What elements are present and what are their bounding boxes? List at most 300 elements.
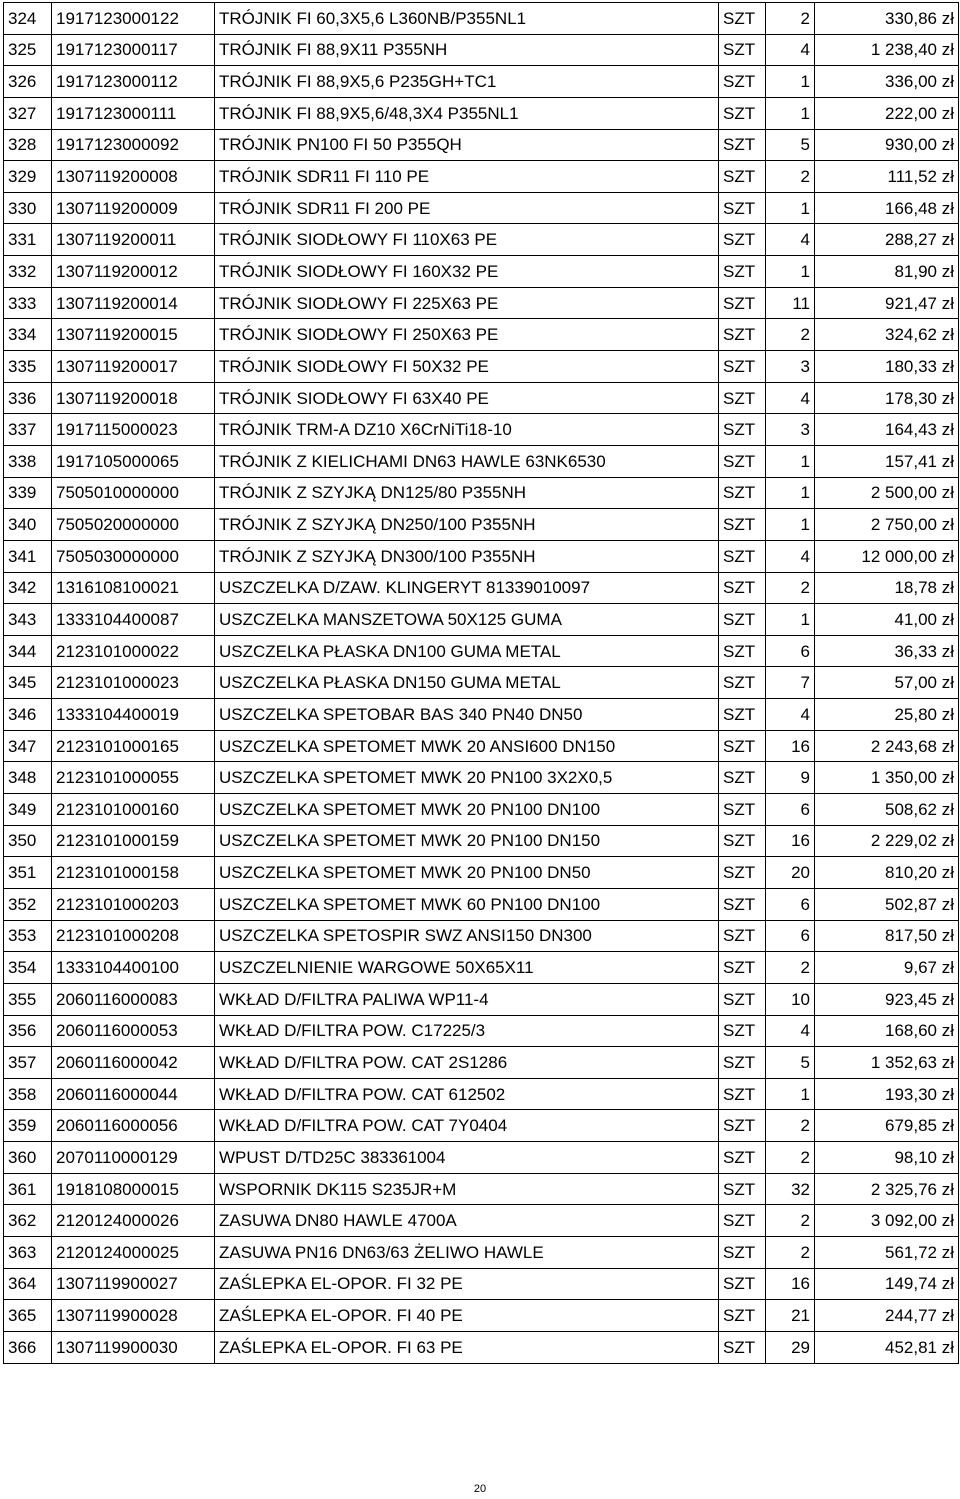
item-code-cell: 2120124000025 <box>52 1236 215 1268</box>
item-code-cell: 1307119200014 <box>52 287 215 319</box>
item-code-cell: 1918108000015 <box>52 1173 215 1205</box>
item-code-cell: 2120124000026 <box>52 1205 215 1237</box>
unit-cell: SZT <box>719 952 766 984</box>
quantity-cell: 20 <box>766 857 815 889</box>
value-cell: 57,00 zł <box>815 667 959 699</box>
item-name-cell: TRÓJNIK SDR11 FI 200 PE <box>215 192 719 224</box>
quantity-cell: 6 <box>766 635 815 667</box>
quantity-cell: 1 <box>766 509 815 541</box>
item-name-cell: USZCZELKA SPETOMET MWK 20 PN100 DN150 <box>215 825 719 857</box>
value-cell: 452,81 zł <box>815 1331 959 1363</box>
unit-cell: SZT <box>719 3 766 35</box>
value-cell: 1 350,00 zł <box>815 762 959 794</box>
unit-cell: SZT <box>719 825 766 857</box>
value-cell: 2 243,68 zł <box>815 730 959 762</box>
item-code-cell: 1307119200018 <box>52 382 215 414</box>
item-code-cell: 1917123000111 <box>52 97 215 129</box>
item-name-cell: WKŁAD D/FILTRA POW. CAT 612502 <box>215 1078 719 1110</box>
unit-cell: SZT <box>719 224 766 256</box>
row-number-cell: 324 <box>4 3 52 35</box>
item-name-cell: USZCZELKA MANSZETOWA 50X125 GUMA <box>215 604 719 636</box>
quantity-cell: 1 <box>766 256 815 288</box>
table-row <box>4 635 959 667</box>
item-code-cell: 2123101000203 <box>52 888 215 920</box>
unit-cell: SZT <box>719 794 766 826</box>
item-name-cell: TRÓJNIK SIODŁOWY FI 50X32 PE <box>215 351 719 383</box>
table-row <box>4 192 959 224</box>
row-number-cell: 349 <box>4 794 52 826</box>
table-row <box>4 1078 959 1110</box>
value-cell: 330,86 zł <box>815 3 959 35</box>
unit-cell: SZT <box>719 509 766 541</box>
item-name-cell: WKŁAD D/FILTRA POW. C17225/3 <box>215 1015 719 1047</box>
row-number-cell: 358 <box>4 1078 52 1110</box>
quantity-cell: 4 <box>766 540 815 572</box>
value-cell: 157,41 zł <box>815 445 959 477</box>
value-cell: 168,60 zł <box>815 1015 959 1047</box>
table-row <box>4 414 959 446</box>
row-number-cell: 345 <box>4 667 52 699</box>
table-row <box>4 445 959 477</box>
value-cell: 324,62 zł <box>815 319 959 351</box>
item-name-cell: USZCZELKA SPETOSPIR SWZ ANSI150 DN300 <box>215 920 719 952</box>
row-number-cell: 334 <box>4 319 52 351</box>
quantity-cell: 2 <box>766 319 815 351</box>
value-cell: 561,72 zł <box>815 1236 959 1268</box>
table-row <box>4 1205 959 1237</box>
unit-cell: SZT <box>719 635 766 667</box>
value-cell: 178,30 zł <box>815 382 959 414</box>
item-code-cell: 1307119200008 <box>52 161 215 193</box>
item-name-cell: TRÓJNIK SIODŁOWY FI 110X63 PE <box>215 224 719 256</box>
row-number-cell: 354 <box>4 952 52 984</box>
table-row <box>4 667 959 699</box>
quantity-cell: 2 <box>766 1142 815 1174</box>
inventory-table <box>3 2 959 1364</box>
item-code-cell: 1307119900030 <box>52 1331 215 1363</box>
quantity-cell: 16 <box>766 730 815 762</box>
item-code-cell: 7505030000000 <box>52 540 215 572</box>
table-row <box>4 1268 959 1300</box>
item-name-cell: TRÓJNIK Z KIELICHAMI DN63 HAWLE 63NK6530 <box>215 445 719 477</box>
value-cell: 930,00 zł <box>815 129 959 161</box>
unit-cell: SZT <box>719 667 766 699</box>
unit-cell: SZT <box>719 1205 766 1237</box>
table-row <box>4 1300 959 1332</box>
item-code-cell: 1307119900028 <box>52 1300 215 1332</box>
item-code-cell: 2060116000056 <box>52 1110 215 1142</box>
row-number-cell: 355 <box>4 983 52 1015</box>
unit-cell: SZT <box>719 256 766 288</box>
inventory-table-body <box>4 3 959 1364</box>
value-cell: 149,74 zł <box>815 1268 959 1300</box>
item-name-cell: WKŁAD D/FILTRA POW. CAT 2S1286 <box>215 1047 719 1079</box>
quantity-cell: 6 <box>766 888 815 920</box>
unit-cell: SZT <box>719 572 766 604</box>
value-cell: 36,33 zł <box>815 635 959 667</box>
unit-cell: SZT <box>719 1047 766 1079</box>
table-row <box>4 477 959 509</box>
table-row <box>4 1142 959 1174</box>
value-cell: 502,87 zł <box>815 888 959 920</box>
item-name-cell: TRÓJNIK FI 88,9X11 P355NH <box>215 34 719 66</box>
row-number-cell: 326 <box>4 66 52 98</box>
row-number-cell: 328 <box>4 129 52 161</box>
item-name-cell: USZCZELKA D/ZAW. KLINGERYT 81339010097 <box>215 572 719 604</box>
row-number-cell: 353 <box>4 920 52 952</box>
quantity-cell: 1 <box>766 445 815 477</box>
quantity-cell: 16 <box>766 1268 815 1300</box>
table-row <box>4 1015 959 1047</box>
row-number-cell: 350 <box>4 825 52 857</box>
unit-cell: SZT <box>719 129 766 161</box>
item-name-cell: USZCZELKA SPETOMET MWK 20 PN100 3X2X0,5 <box>215 762 719 794</box>
row-number-cell: 364 <box>4 1268 52 1300</box>
item-name-cell: USZCZELKA SPETOBAR BAS 340 PN40 DN50 <box>215 699 719 731</box>
row-number-cell: 330 <box>4 192 52 224</box>
row-number-cell: 331 <box>4 224 52 256</box>
unit-cell: SZT <box>719 1110 766 1142</box>
unit-cell: SZT <box>719 1236 766 1268</box>
row-number-cell: 356 <box>4 1015 52 1047</box>
quantity-cell: 3 <box>766 351 815 383</box>
item-name-cell: ZAŚLEPKA EL-OPOR. FI 40 PE <box>215 1300 719 1332</box>
unit-cell: SZT <box>719 414 766 446</box>
value-cell: 2 229,02 zł <box>815 825 959 857</box>
unit-cell: SZT <box>719 762 766 794</box>
value-cell: 244,77 zł <box>815 1300 959 1332</box>
quantity-cell: 2 <box>766 1205 815 1237</box>
value-cell: 180,33 zł <box>815 351 959 383</box>
item-name-cell: ZAŚLEPKA EL-OPOR. FI 32 PE <box>215 1268 719 1300</box>
item-name-cell: USZCZELKA SPETOMET MWK 20 PN100 DN100 <box>215 794 719 826</box>
row-number-cell: 348 <box>4 762 52 794</box>
page-number: 20 <box>473 1483 487 1495</box>
value-cell: 921,47 zł <box>815 287 959 319</box>
item-name-cell: WPUST D/TD25C 383361004 <box>215 1142 719 1174</box>
row-number-cell: 352 <box>4 888 52 920</box>
unit-cell: SZT <box>719 97 766 129</box>
table-row <box>4 509 959 541</box>
unit-cell: SZT <box>719 1173 766 1205</box>
row-number-cell: 344 <box>4 635 52 667</box>
table-row <box>4 730 959 762</box>
item-code-cell: 2123101000023 <box>52 667 215 699</box>
row-number-cell: 339 <box>4 477 52 509</box>
item-name-cell: WSPORNIK DK115 S235JR+M <box>215 1173 719 1205</box>
table-row <box>4 224 959 256</box>
item-code-cell: 1307119200009 <box>52 192 215 224</box>
item-code-cell: 2123101000158 <box>52 857 215 889</box>
unit-cell: SZT <box>719 1142 766 1174</box>
quantity-cell: 4 <box>766 224 815 256</box>
table-row <box>4 1236 959 1268</box>
row-number-cell: 340 <box>4 509 52 541</box>
row-number-cell: 357 <box>4 1047 52 1079</box>
value-cell: 1 352,63 zł <box>815 1047 959 1079</box>
table-row <box>4 351 959 383</box>
quantity-cell: 6 <box>766 794 815 826</box>
quantity-cell: 4 <box>766 34 815 66</box>
item-name-cell: TRÓJNIK TRM-A DZ10 X6CrNiTi18-10 <box>215 414 719 446</box>
row-number-cell: 343 <box>4 604 52 636</box>
value-cell: 166,48 zł <box>815 192 959 224</box>
value-cell: 18,78 zł <box>815 572 959 604</box>
quantity-cell: 2 <box>766 952 815 984</box>
row-number-cell: 338 <box>4 445 52 477</box>
item-name-cell: TRÓJNIK SIODŁOWY FI 250X63 PE <box>215 319 719 351</box>
row-number-cell: 342 <box>4 572 52 604</box>
item-code-cell: 7505020000000 <box>52 509 215 541</box>
unit-cell: SZT <box>719 730 766 762</box>
value-cell: 98,10 zł <box>815 1142 959 1174</box>
item-name-cell: USZCZELKA SPETOMET MWK 20 PN100 DN50 <box>215 857 719 889</box>
quantity-cell: 10 <box>766 983 815 1015</box>
table-row <box>4 857 959 889</box>
quantity-cell: 1 <box>766 66 815 98</box>
row-number-cell: 332 <box>4 256 52 288</box>
item-code-cell: 2123101000208 <box>52 920 215 952</box>
row-number-cell: 341 <box>4 540 52 572</box>
table-row <box>4 129 959 161</box>
item-code-cell: 1917123000122 <box>52 3 215 35</box>
item-name-cell: USZCZELKA PŁASKA DN150 GUMA METAL <box>215 667 719 699</box>
item-name-cell: USZCZELKA SPETOMET MWK 60 PN100 DN100 <box>215 888 719 920</box>
table-row <box>4 1173 959 1205</box>
quantity-cell: 11 <box>766 287 815 319</box>
value-cell: 193,30 zł <box>815 1078 959 1110</box>
quantity-cell: 2 <box>766 1110 815 1142</box>
value-cell: 111,52 zł <box>815 161 959 193</box>
table-row <box>4 604 959 636</box>
item-code-cell: 2060116000044 <box>52 1078 215 1110</box>
item-name-cell: ZASUWA PN16 DN63/63 ŻELIWO HAWLE <box>215 1236 719 1268</box>
unit-cell: SZT <box>719 287 766 319</box>
row-number-cell: 362 <box>4 1205 52 1237</box>
unit-cell: SZT <box>719 319 766 351</box>
quantity-cell: 16 <box>766 825 815 857</box>
value-cell: 508,62 zł <box>815 794 959 826</box>
row-number-cell: 337 <box>4 414 52 446</box>
row-number-cell: 363 <box>4 1236 52 1268</box>
item-code-cell: 1316108100021 <box>52 572 215 604</box>
value-cell: 2 325,76 zł <box>815 1173 959 1205</box>
value-cell: 817,50 zł <box>815 920 959 952</box>
row-number-cell: 361 <box>4 1173 52 1205</box>
item-name-cell: USZCZELKA SPETOMET MWK 20 ANSI600 DN150 <box>215 730 719 762</box>
table-row <box>4 762 959 794</box>
unit-cell: SZT <box>719 1078 766 1110</box>
value-cell: 810,20 zł <box>815 857 959 889</box>
table-row <box>4 3 959 35</box>
table-row <box>4 161 959 193</box>
item-code-cell: 1917123000092 <box>52 129 215 161</box>
item-name-cell: USZCZELNIENIE WARGOWE 50X65X11 <box>215 952 719 984</box>
quantity-cell: 32 <box>766 1173 815 1205</box>
item-name-cell: WKŁAD D/FILTRA POW. CAT 7Y0404 <box>215 1110 719 1142</box>
quantity-cell: 1 <box>766 1078 815 1110</box>
item-code-cell: 2123101000165 <box>52 730 215 762</box>
item-code-cell: 2060116000053 <box>52 1015 215 1047</box>
unit-cell: SZT <box>719 34 766 66</box>
value-cell: 222,00 zł <box>815 97 959 129</box>
quantity-cell: 6 <box>766 920 815 952</box>
quantity-cell: 2 <box>766 161 815 193</box>
quantity-cell: 4 <box>766 699 815 731</box>
item-code-cell: 1307119200017 <box>52 351 215 383</box>
quantity-cell: 4 <box>766 382 815 414</box>
unit-cell: SZT <box>719 604 766 636</box>
unit-cell: SZT <box>719 1300 766 1332</box>
unit-cell: SZT <box>719 699 766 731</box>
item-code-cell: 2123101000160 <box>52 794 215 826</box>
item-name-cell: TRÓJNIK FI 88,9X5,6/48,3X4 P355NL1 <box>215 97 719 129</box>
item-code-cell: 2123101000159 <box>52 825 215 857</box>
value-cell: 25,80 zł <box>815 699 959 731</box>
inventory-table-container <box>3 2 958 1364</box>
item-name-cell: TRÓJNIK Z SZYJKĄ DN125/80 P355NH <box>215 477 719 509</box>
table-row <box>4 34 959 66</box>
unit-cell: SZT <box>719 857 766 889</box>
table-row <box>4 952 959 984</box>
item-code-cell: 2060116000042 <box>52 1047 215 1079</box>
row-number-cell: 365 <box>4 1300 52 1332</box>
item-name-cell: TRÓJNIK SDR11 FI 110 PE <box>215 161 719 193</box>
quantity-cell: 29 <box>766 1331 815 1363</box>
value-cell: 9,67 zł <box>815 952 959 984</box>
item-name-cell: TRÓJNIK PN100 FI 50 P355QH <box>215 129 719 161</box>
table-row <box>4 888 959 920</box>
row-number-cell: 347 <box>4 730 52 762</box>
quantity-cell: 21 <box>766 1300 815 1332</box>
value-cell: 12 000,00 zł <box>815 540 959 572</box>
unit-cell: SZT <box>719 351 766 383</box>
unit-cell: SZT <box>719 983 766 1015</box>
item-code-cell: 1307119200012 <box>52 256 215 288</box>
quantity-cell: 4 <box>766 1015 815 1047</box>
unit-cell: SZT <box>719 445 766 477</box>
item-code-cell: 1333104400100 <box>52 952 215 984</box>
item-name-cell: TRÓJNIK SIODŁOWY FI 160X32 PE <box>215 256 719 288</box>
row-number-cell: 359 <box>4 1110 52 1142</box>
item-code-cell: 2123101000055 <box>52 762 215 794</box>
item-code-cell: 2123101000022 <box>52 635 215 667</box>
item-name-cell: TRÓJNIK FI 60,3X5,6 L360NB/P355NL1 <box>215 3 719 35</box>
row-number-cell: 335 <box>4 351 52 383</box>
unit-cell: SZT <box>719 382 766 414</box>
item-name-cell: ZAŚLEPKA EL-OPOR. FI 63 PE <box>215 1331 719 1363</box>
value-cell: 164,43 zł <box>815 414 959 446</box>
unit-cell: SZT <box>719 540 766 572</box>
row-number-cell: 366 <box>4 1331 52 1363</box>
table-row <box>4 794 959 826</box>
item-code-cell: 1307119200015 <box>52 319 215 351</box>
item-name-cell: TRÓJNIK Z SZYJKĄ DN250/100 P355NH <box>215 509 719 541</box>
table-row <box>4 97 959 129</box>
quantity-cell: 7 <box>766 667 815 699</box>
table-row <box>4 319 959 351</box>
unit-cell: SZT <box>719 1015 766 1047</box>
quantity-cell: 1 <box>766 477 815 509</box>
value-cell: 923,45 zł <box>815 983 959 1015</box>
item-code-cell: 2070110000129 <box>52 1142 215 1174</box>
table-row <box>4 983 959 1015</box>
value-cell: 288,27 zł <box>815 224 959 256</box>
row-number-cell: 346 <box>4 699 52 731</box>
table-row <box>4 699 959 731</box>
value-cell: 679,85 zł <box>815 1110 959 1142</box>
table-row <box>4 1047 959 1079</box>
item-code-cell: 1917123000112 <box>52 66 215 98</box>
unit-cell: SZT <box>719 888 766 920</box>
item-name-cell: TRÓJNIK SIODŁOWY FI 225X63 PE <box>215 287 719 319</box>
table-row <box>4 572 959 604</box>
item-name-cell: TRÓJNIK FI 88,9X5,6 P235GH+TC1 <box>215 66 719 98</box>
unit-cell: SZT <box>719 161 766 193</box>
table-row <box>4 540 959 572</box>
row-number-cell: 336 <box>4 382 52 414</box>
item-code-cell: 1333104400087 <box>52 604 215 636</box>
value-cell: 1 238,40 zł <box>815 34 959 66</box>
quantity-cell: 1 <box>766 192 815 224</box>
value-cell: 41,00 zł <box>815 604 959 636</box>
item-name-cell: ZASUWA DN80 HAWLE 4700A <box>215 1205 719 1237</box>
row-number-cell: 329 <box>4 161 52 193</box>
table-row <box>4 256 959 288</box>
row-number-cell: 351 <box>4 857 52 889</box>
table-row <box>4 66 959 98</box>
row-number-cell: 360 <box>4 1142 52 1174</box>
quantity-cell: 3 <box>766 414 815 446</box>
item-name-cell: TRÓJNIK Z SZYJKĄ DN300/100 P355NH <box>215 540 719 572</box>
item-code-cell: 1307119200011 <box>52 224 215 256</box>
item-name-cell: WKŁAD D/FILTRA PALIWA WP11-4 <box>215 983 719 1015</box>
quantity-cell: 1 <box>766 97 815 129</box>
quantity-cell: 5 <box>766 1047 815 1079</box>
quantity-cell: 1 <box>766 604 815 636</box>
table-row <box>4 920 959 952</box>
quantity-cell: 2 <box>766 3 815 35</box>
quantity-cell: 2 <box>766 1236 815 1268</box>
unit-cell: SZT <box>719 477 766 509</box>
value-cell: 336,00 zł <box>815 66 959 98</box>
table-row <box>4 825 959 857</box>
value-cell: 2 750,00 zł <box>815 509 959 541</box>
row-number-cell: 325 <box>4 34 52 66</box>
unit-cell: SZT <box>719 920 766 952</box>
item-name-cell: TRÓJNIK SIODŁOWY FI 63X40 PE <box>215 382 719 414</box>
quantity-cell: 2 <box>766 572 815 604</box>
row-number-cell: 333 <box>4 287 52 319</box>
unit-cell: SZT <box>719 192 766 224</box>
item-code-cell: 2060116000083 <box>52 983 215 1015</box>
quantity-cell: 5 <box>766 129 815 161</box>
value-cell: 2 500,00 zł <box>815 477 959 509</box>
item-code-cell: 1333104400019 <box>52 699 215 731</box>
table-row <box>4 1331 959 1363</box>
row-number-cell: 327 <box>4 97 52 129</box>
value-cell: 3 092,00 zł <box>815 1205 959 1237</box>
table-row <box>4 382 959 414</box>
item-name-cell: USZCZELKA PŁASKA DN100 GUMA METAL <box>215 635 719 667</box>
unit-cell: SZT <box>719 1268 766 1300</box>
table-row <box>4 1110 959 1142</box>
table-row <box>4 287 959 319</box>
quantity-cell: 9 <box>766 762 815 794</box>
unit-cell: SZT <box>719 1331 766 1363</box>
unit-cell: SZT <box>719 66 766 98</box>
item-code-cell: 1917105000065 <box>52 445 215 477</box>
